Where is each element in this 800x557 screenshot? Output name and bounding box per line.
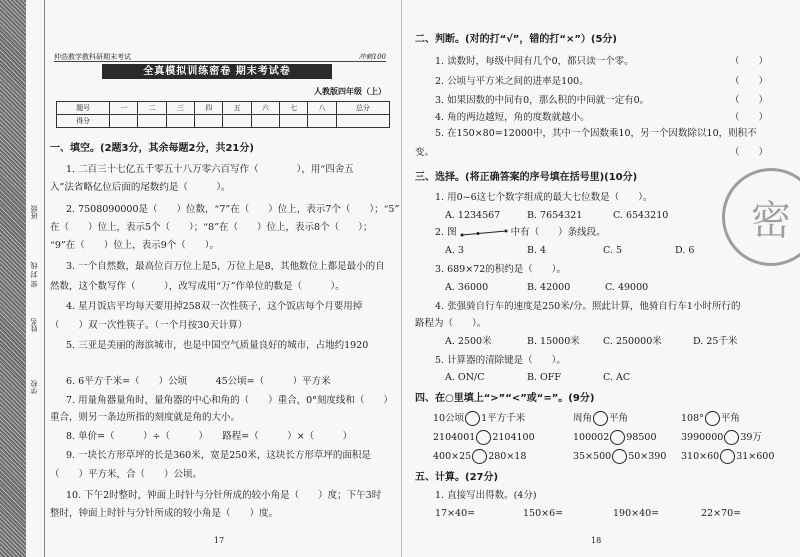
score-cell: 得分 [57, 115, 110, 128]
calc-subtitle: 1. 直接写出得数。(4分) [435, 490, 537, 501]
question-line: 整时，钟面上时针与分针所成的较小角是（ ）度。 [50, 508, 279, 519]
compare-right: 2104100 [492, 432, 535, 443]
side-label-name: 姓名 [30, 318, 38, 332]
compare-left: 400×25 [433, 451, 472, 462]
binding-spine [0, 0, 26, 557]
right-page [405, 0, 800, 557]
question-line: 1. 二百三十七亿五千零五十八万零六百写作（ ），用“四舍五 [66, 164, 354, 175]
compare-circle[interactable] [472, 449, 487, 464]
choice-option[interactable]: C. 6543210 [613, 210, 669, 221]
score-cell: 总分 [336, 102, 389, 115]
judge-item: 4. 角的两边越短，角的度数就越小。 [435, 112, 590, 123]
compare-left: 100002 [573, 432, 610, 443]
score-cell: 四 [195, 102, 223, 115]
page-number: 18 [591, 536, 602, 545]
question-line: 8. 单价=（ ）÷（ ） 路程=（ ）×（ ） [66, 431, 353, 442]
score-cell: 七 [280, 102, 308, 115]
header-publisher: 仲浩教学教科研期末考试 [54, 53, 131, 61]
compare-left: 2104001 [433, 432, 476, 443]
score-cell: 三 [166, 102, 194, 115]
question-line: 7. 用量角器量角时，量角器的中心和角的（ ）重合，0°刻度线和（ ） [66, 395, 393, 406]
choice-question [435, 227, 606, 239]
running-header [54, 52, 386, 62]
question-line: 6. 6平方千米=（ ）公顷 45公顷=（ ）平方米 [66, 376, 331, 387]
choice-option[interactable]: C. 250000米 [603, 336, 662, 347]
choice-question-prefix: 2. 图 [435, 227, 457, 238]
choice-option[interactable]: D. 25千米 [693, 336, 738, 347]
compare-right: 1平方千米 [481, 413, 526, 424]
page-divider [401, 0, 402, 557]
compare-left: 35×500 [573, 451, 612, 462]
choice-question: 4. 张强骑自行车的速度是250米/分。照此计算，他骑自行车1小时所行的 [435, 301, 741, 312]
judge-bracket[interactable]: （ ） [730, 56, 769, 67]
choice-option[interactable]: A. 36000 [445, 282, 489, 293]
score-input-cell[interactable] [138, 115, 166, 128]
exam-title: 全真模拟训练密卷 期末考试卷 [102, 64, 332, 79]
header-brand: 冲刺100 [358, 53, 386, 61]
compare-right: 平角 [720, 413, 740, 424]
compare-right: 平角 [609, 413, 629, 424]
line-segment-figure [460, 229, 508, 237]
judge-bracket[interactable]: （ ） [730, 76, 769, 87]
compare-right: 31×600 [736, 451, 775, 462]
choice-option[interactable]: A. ON/C [445, 372, 485, 383]
compare-right: 280×18 [488, 451, 527, 462]
compare-row [433, 430, 535, 445]
score-table [56, 101, 390, 128]
choice-option[interactable]: A. 2500米 [445, 336, 492, 347]
question-line: 2. 7508090000是（ ）位数，“7”在（ ）位上，表示7个（ ）；“5” [66, 204, 400, 215]
compare-left: 周角 [573, 413, 593, 424]
compare-row [681, 449, 774, 464]
compare-right: 98500 [626, 432, 657, 443]
question-line: 5. 三亚是美丽的海滨城市，也是中国空气质量良好的城市，占地约1920 [66, 340, 369, 351]
question-line: 9. 一块长方形草坪的长是360米，宽是250米，这块长方形草坪的面积是 [66, 450, 371, 461]
question-line: 3. 一个自然数，最高位百万位上是5，万位上是8，其他数位上都是最小的自 [66, 261, 385, 272]
choice-option[interactable]: B. 4 [527, 245, 547, 256]
calc-item[interactable]: 150×6= [523, 508, 564, 519]
calc-item[interactable]: 190×40= [613, 508, 660, 519]
choice-question-suffix: 中有（ ）条线段。 [510, 227, 606, 238]
compare-row [433, 411, 525, 426]
compare-row [573, 449, 666, 464]
section-judge-title: 二、判断。(对的打“√”，错的打“×”）(5分) [415, 34, 618, 45]
score-table-score-row [57, 115, 390, 128]
choice-option[interactable]: B. OFF [527, 372, 561, 383]
judge-bracket[interactable]: （ ） [730, 112, 769, 123]
seal-line-strip [26, 0, 45, 557]
side-label-class: 班级 [30, 205, 38, 219]
choice-question: 5. 计算器的清除键是（ ）。 [435, 355, 566, 366]
compare-circle[interactable] [476, 430, 491, 445]
choice-option[interactable]: D. 6 [675, 245, 695, 256]
question-line: 重合，则另一条边所指的刻度就是角的大小。 [50, 412, 241, 423]
choice-question: 1. 用0~6这七个数字组成的最大七位数是（ ）。 [435, 192, 653, 203]
question-line: （ ）平方米，合（ ）公顷。 [50, 469, 203, 480]
score-table-header-row [57, 102, 390, 115]
score-input-cell[interactable] [223, 115, 251, 128]
section-fill-title: 一、填空。(2题3分，其余每题2分，共21分) [50, 143, 254, 154]
compare-left: 10公顷 [433, 413, 465, 424]
compare-row [573, 430, 657, 445]
compare-right: 50×390 [628, 451, 667, 462]
score-input-cell[interactable] [251, 115, 279, 128]
compare-circle[interactable] [593, 411, 608, 426]
compare-circle[interactable] [720, 449, 735, 464]
side-label-school: 学校 [30, 380, 38, 394]
compare-circle[interactable] [610, 430, 625, 445]
score-input-cell[interactable] [280, 115, 308, 128]
choice-option[interactable]: A. 1234567 [445, 210, 501, 221]
question-line: 4. 星月饭店平均每天要用掉258双一次性筷子，这个饭店每个月要用掉 [66, 301, 363, 312]
compare-left: 310×60 [681, 451, 720, 462]
compare-row [433, 449, 526, 464]
compare-row [681, 430, 762, 445]
calc-item[interactable]: 17×40= [435, 508, 476, 519]
section-choice-title: 三、选择。(将正确答案的序号填在括号里)(10分) [415, 172, 638, 183]
judge-item: 1. 读数时，每级中间有几个0，都只读一个零。 [435, 56, 634, 67]
score-cell: 六 [251, 102, 279, 115]
choice-option[interactable]: B. 42000 [527, 282, 571, 293]
side-label-seal: 密 封 线 [30, 262, 38, 288]
judge-item: 变。 [415, 147, 435, 158]
choice-option[interactable]: C. AC [603, 372, 631, 383]
compare-row [681, 411, 740, 426]
question-line: （ ）双一次性筷子。（一个月按30天计算） [50, 320, 248, 331]
compare-circle[interactable] [705, 411, 720, 426]
score-input-cell[interactable] [110, 115, 138, 128]
choice-option[interactable]: A. 3 [445, 245, 464, 256]
stamp-char: 密 [751, 197, 791, 244]
question-line: “9”在（ ）位上，表示9个（ ）。 [50, 240, 220, 251]
section-calc-title: 五、计算。(27分) [415, 472, 499, 483]
judge-item: 5. 在150×80=12000中，其中一个因数乘10，另一个因数除以10，则积不 [435, 128, 757, 139]
score-input-cell[interactable] [308, 115, 336, 128]
choice-option[interactable]: B. 15000米 [527, 336, 580, 347]
compare-right: 39万 [740, 432, 762, 443]
compare-circle[interactable] [724, 430, 739, 445]
question-line: 然数，这个数写作（ ），改写成用“万”作单位的数是（ ）。 [50, 281, 345, 292]
question-line: 入”法省略亿位后面的尾数约是（ ）。 [50, 182, 231, 193]
judge-item: 3. 如果因数的中间有0，那么积的中间就一定有0。 [435, 95, 650, 106]
compare-left: 3990000 [681, 432, 724, 443]
choice-question: 路程为（ ）。 [415, 318, 487, 329]
choice-option[interactable]: B. 7654321 [527, 210, 583, 221]
score-input-cell[interactable] [166, 115, 194, 128]
score-cell: 八 [308, 102, 336, 115]
question-line: 在（ ）位上，表示5个（ ）；“8”在（ ）位上，表示8个（ ）； [50, 222, 373, 233]
score-cell: 一 [110, 102, 138, 115]
compare-left: 108° [681, 413, 704, 424]
compare-row [573, 411, 628, 426]
page-number: 17 [214, 536, 225, 545]
edition-label: 人教版四年级（上） [314, 87, 386, 96]
judge-bracket[interactable]: （ ） [730, 95, 769, 106]
compare-circle[interactable] [612, 449, 627, 464]
calc-item[interactable]: 22×70= [701, 508, 742, 519]
judge-item: 2. 公顷与平方米之间的进率是100。 [435, 76, 589, 87]
score-cell: 五 [223, 102, 251, 115]
left-page [44, 0, 400, 557]
choice-option[interactable]: C. 49000 [605, 282, 649, 293]
score-input-cell[interactable] [195, 115, 223, 128]
score-cell: 题号 [57, 102, 110, 115]
choice-option[interactable]: C. 5 [603, 245, 623, 256]
compare-circle[interactable] [465, 411, 480, 426]
choice-question: 3. 689×72的积约是（ ）。 [435, 264, 567, 275]
question-line: 10. 下午2时整时，钟面上时针与分针所成的较小角是（ ）度；下午3时 [66, 490, 382, 501]
score-input-cell[interactable] [336, 115, 389, 128]
score-cell: 二 [138, 102, 166, 115]
judge-bracket[interactable]: （ ） [730, 147, 769, 158]
section-compare-title: 四、在○里填上“>”“<”或“=”。(9分) [415, 393, 595, 404]
